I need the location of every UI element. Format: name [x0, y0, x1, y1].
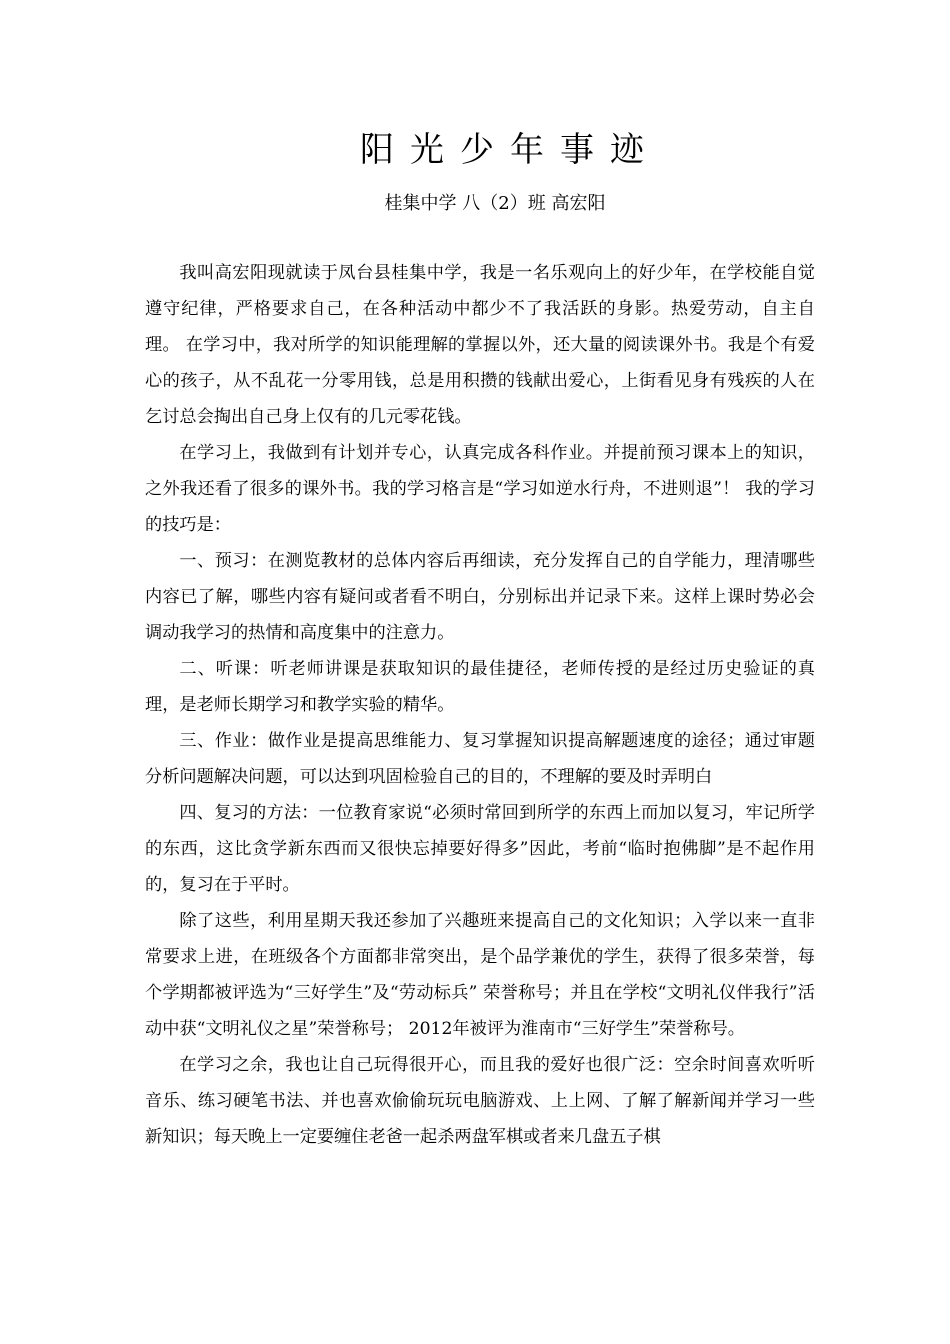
paragraph-3: 一、预习：在测览教材的总体内容后再细读，充分发挥自己的自学能力，理清哪些内容已了解，哪些内容有疑问或者看不明白，分别标出并记录下来。这样上课时势必会调动我学习的热情和高度集中的注意力。	[145, 551, 815, 643]
paragraph-8: 在学习之余，我也让自己玩得很开心，而且我的爱好也很广泛：空余时间喜欢听听音乐、练习硬笔书法、并也喜欢偷偷玩玩电脑游戏、上上网、了解了解新闻并学习一些新知识；每天晚上一定要缠住老爸一起杀两盘军棋或者来几盘五子棋	[145, 1055, 815, 1147]
paragraph-6: 四、复习的方法：一位教育家说“必须时常回到所学的东西上而加以复习，牢记所学的东西，这比贪学新东西而又很快忘掉要好得多”因此，考前“临时抱佛脚”是不起作用的，复习在于平时。	[145, 803, 815, 895]
paragraph-7: 除了这些，利用星期天我还参加了兴趣班来提高自己的文化知识；入学以来一直非常要求上进，在班级各个方面都非常突出，是个品学兼优的学生，获得了很多荣誉，每个学期都被评选为“三好学生”及“劳动标兵” 荣誉称号；并且在学校“文明礼仪伴我行”活动中获“文明礼仪之星”荣誉称号； 2012年被评为淮南市“三好学生”荣誉称号。	[145, 911, 815, 1039]
paragraph-1: 我叫高宏阳现就读于凤台县桂集中学，我是一名乐观向上的好少年，在学校能自觉遵守纪律，严格要求自己，在各种活动中都少不了我活跃的身影。热爱劳动，自主自理。 在学习中，我对所学的知识能理解的掌握以外，还大量的阅读课外书。我是个有爱心的孩子，从不乱花一分零用钱，总是用积攒的钱献出爱心，上街看见身有残疾的人在乞讨总会掏出自己身上仅有的几元零花钱。	[145, 263, 815, 427]
document-body	[145, 255, 815, 1155]
document-subtitle: 桂集中学 八（2）班 高宏阳	[384, 193, 606, 214]
paragraph-2: 在学习上，我做到有计划并专心，认真完成各科作业。并提前预习课本上的知识，之外我还看了很多的课外书。我的学习格言是“学习如逆水行舟，不进则退”！ 我的学习的技巧是：	[145, 443, 815, 535]
paragraph-4: 二、听课：听老师讲课是获取知识的最佳捷径，老师传授的是经过历史验证的真理，是老师长期学习和教学实验的精华。	[145, 659, 815, 715]
document-title: 阳光少年事迹	[360, 130, 660, 170]
paragraph-5: 三、作业：做作业是提高思维能力、复习掌握知识提高解题速度的途径；通过审题分析问题解决问题，可以达到巩固检验自己的目的，不理解的要及时弄明白	[145, 731, 815, 787]
